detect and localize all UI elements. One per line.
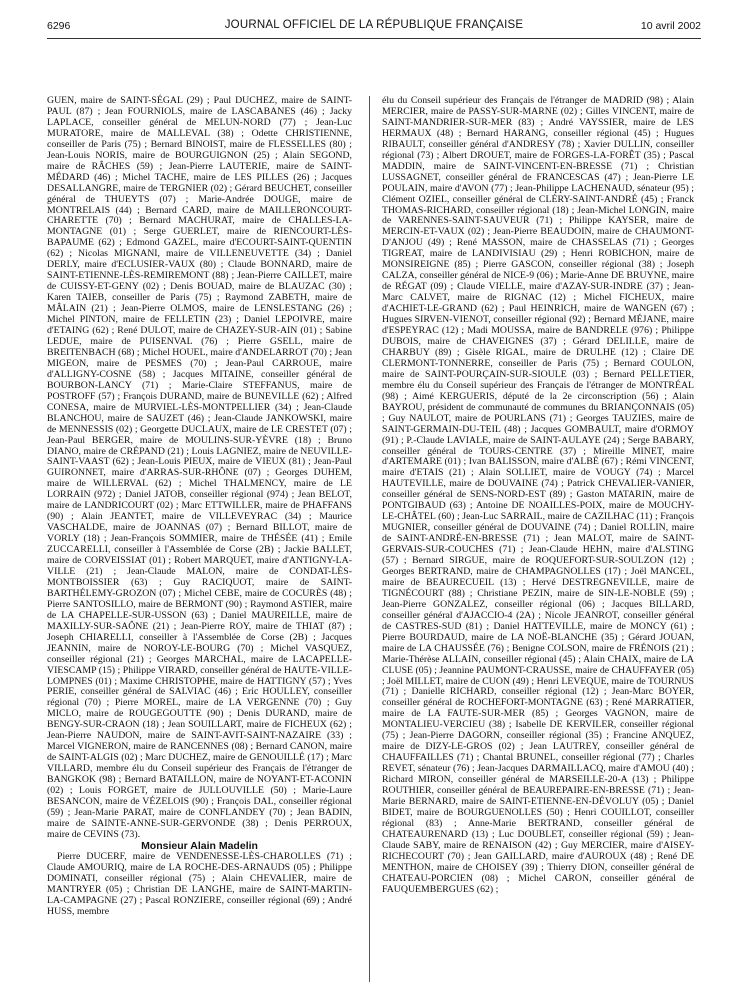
journal-title: JOURNAL OFFICIEL DE LA RÉPUBLIQUE FRANÇAISE bbox=[224, 19, 524, 31]
page-header bbox=[47, 18, 701, 39]
right-paragraph-1: élu du Conseil supérieur des Français de l'étranger de MADRID (98) ; Alain MERCIER, maire de PASSY-SUR-MARNE (02) ; Gilles VINCENT, maire de SAINT-MANDRIER-SUR-MER (83) ; André VAYSSIER, maire de LES HERMAUX (48) ; Bernard HARANG, conseiller régional (45) ; Hugues RIBAULT, conseiller général d'ANDRESY (78) ; Xavier DULLIN, conseiller régional (73) ; Albert DROUET, maire de FORGES-LA-FORÊT (35) ; Pascal MADDIN, maire de SAINT-VINCENT-EN-BRESSE (71) ; Christian LUSSAGNET, conseiller général de FRANCESCAS (47) ; Jean-Pierre LE POULAIN, maire d'AVON (77) ; Jean-Philippe LACHENAUD, sénateur (95) ; Clément OZIEL, conseiller général de CLÉRY-SAINT-ANDRÉ (45) ; Franck THOMAS-RICHARD, conseiller régional (18) ; Jean-Michel LONGIN, maire de VARENNES-SAINT-SAUVEUR (71) ; Philippe KAYSER, maire de MERCIN-ET-VAUX (02) ; Jean-Pierre BEAUDOIN, maire de CHAUMONT-D'ANJOU (49) ; René MASSON, maire de CHASSELAS (71) ; Georges TIGREAT, maire de LANDIVISIAU (29) ; Henri ROBICHON, maire de MONSIREIGNE (85) ; Pierre GASCON, conseiller régional (38) ; Joseph CALZA, conseiller général de NICE-9 (06) ; Marie-Anne DE BRUYNE, maire de RÉGAT (09) ; Claude VIELLE, maire d'AZAY-SUR-INDRE (37) ; Jean-Marc CALVET, maire de RIGNAC (12) ; Michel FICHEUX, maire d'ACHIET-LE-GRAND (62) ; Paul HEINRICH, maire de WANGEN (67) ; Hugues SIRVEN-VIENOT, conseiller régional (92) ; Bernard MÉJANE, maire d'ESPEYRAC (12) ; Madi MOUSSA, maire de BANDRELE (976) ; Philippe DUBOIS, maire de CHAVEIGNES (37) ; Gérard DELILLE, maire de CHARBUY (89) ; Gisèle RIGAL, maire de DRULHE (12) ; Claire DE CLERMONT-TONNERRE, conseiller de Paris (75) ; Bernard COULON, maire de SAINT-POURÇAIN-SUR-SIOULE (03) ; Bernard PELLETIER, membre élu du Conseil supérieur des Français de l'étranger de MONTRÉAL (98) ; Aimé KERGUERIS, député de la 2e circonscription (56) ; Alain BAYROU, président de communauté de communes du BRIANÇONNAIS (05) ; Guy NAULOT, maire de POURLANS (71) ; Georges TAUZIES, maire de SAINT-GERMAIN-DU-TEIL (48) ; Jacques GOMBAULT, maire d'ORMOY (91) ; P.-Claude LAVIALE, maire de SAINT-AULAYE (24) ; Serge BABARY, conseiller général de TOURS-CENTRE (37) ; Mireille MINET, maire d'ARTEMARE (01) ; Ivan BALISSON, maire d'ALBÉ (67) ; Rémi VINCENT, maire d'ETAIS (21) ; Alain SOLLIET, maire de VOUGY (74) ; Marcel HAUTEVILLE, maire de DOUVAINE (74) ; Patrick CHEVALIER-VANIER, conseiller général de SENS-NORD-EST (89) ; Gaston MATARIN, maire de PONTGIBAUD (63) ; Antoine DE NOAILLES-POIX, maire de MOUCHY-LE-CHÂTEL (60) ; Jean-Luc SARRAIL, maire de CAZILHAC (11) ; François MUGNIER, conseiller général de DOUVAINE (74) ; Daniel ROLLIN, maire de SAINT-ANDRÉ-EN-BRESSE (71) ; Jean MALOT, maire de SAINT-GERVAIS-SUR-COUCHES (71) ; Jean-Claude HEHN, maire d'ALSTING (57) ; Bernard SIRGUE, maire de ROQUEFORT-SUR-SOULZON (12) ; Georges BERTRAND, maire de CHAMPAGNOLLES (17) ; Joël MANCEL, maire de BEAURECUEIL (13) ; Hervé DESTREGNEVILLE, maire de TIGNÉCOURT (88) ; Christiane PEZIN, maire de SIN-LE-NOBLE (59) ; Jean-Pierre GONZALEZ, conseiller régional (06) ; Jacques BILLARD, conseiller général d'AJACCIO-4 (2A) ; Nicole JEANROT, conseiller général de CASTRES-SUD (81) ; Daniel HATTEVILLE, maire de MONCY (61) ; Pierre BOURDAUD, maire de LA NOË-BLANCHE (35) ; Gérard JOUAN, maire de LA CHAUSSÉE (76) ; Benigne COLSON, maire de FRÉNOIS (21) ; Marie-Thérèse ALLAIN, conseiller régional (45) ; Alain CHAIX, maire de LA CLUSE (05) ; Jeannine PAUMONT-CRAUSSE, maire de CHAUFFAYER (05) ; Joël MILLET, maire de CUON (49) ; Henri LEVEQUE, maire de TOURNUS (71) ; Danielle RICHARD, conseiller régional (12) ; Jean-Marc BOYER, conseiller général de ROCHEFORT-MONTAGNE (63) ; René MARRATIER, maire de LA FAUTE-SUR-MER (85) ; Georges VAGNON, maire de MONTALIEU-VERCIEU (38) ; Isabelle DE KERVILER, conseiller régional (75) ; Jean-Pierre DAGORN, conseiller régional (35) ; Francine ANQUEZ, maire de DIZY-LE-GROS (02) ; Jean LAUTREY, conseiller général de CHAUFFAILLES (71) ; Chantal BRUNEL, conseiller régional (77) ; Charles REVET, sénateur (76) ; Jean-Jacques DARMAILLACQ, maire d'AMOU (40) ; Richard MIRON, conseiller général de MARSEILLE-20-A (13) ; Philippe ROUTHIER, conseiller général de BEAUREPAIRE-EN-BRESSE (71) ; Jean-Marie BERNARD, maire de SAINT-ETIENNE-EN-DÉVOLUY (05) ; Daniel BIDET, maire de BOURGUENOLLES (50) ; Henri COUILLOT, conseiller régional (83) ; Anne-Marie BERTRAND, conseiller général de CHATEAURENARD (13) ; Luc DOUBLET, conseiller régional (59) ; Jean-Claude SABY, maire de RENAISON (42) ; Guy MERCIER, maire d'AISEY-RICHECOURT (70) ; Jean GAILLARD, maire d'AUROUX (48) ; René DE MENTHON, maire de CHOISEY (39) ; Thierry DION, conseiller général de CHATEAU-PORCIEN (08) ; Michel CARON, conseiller général de FAUQUEMBERGUES (62) ; bbox=[382, 95, 694, 895]
left-column bbox=[47, 96, 352, 917]
page-number: 6296 bbox=[47, 20, 71, 32]
column-divider bbox=[369, 96, 370, 982]
issue-date: 10 avril 2002 bbox=[640, 20, 701, 32]
section-heading: Monsieur Alain Madelin bbox=[141, 839, 258, 852]
left-paragraph-1: GUEN, maire de SAINT-SÉGAL (29) ; Paul DUCHEZ, maire de SAINT-PAUL (87) ; Jean FOURNIOLS, maire de LASCABANES (46) ; Jacky LAPLACE, conseiller général de MELUN-NORD (77) ; Jean-Luc MURATORE, maire de MALLEVAL (38) ; Odette CHRISTIENNE, conseiller de Paris (75) ; Bernard BINOIST, maire de FLESSELLES (80) ; Jean-Louis NORIS, maire de BOURGUIGNON (25) ; Alain SEGOND, maire de RÂCHES (59) ; Jean-Pierre LAUTERIE, maire de SAINT-MÉDARD (46) ; Michel TACHE, maire de LES PILLES (26) ; Jacques DESALLANGRE, maire de TERGNIER (02) ; Gérard BEUCHET, conseiller général de THUEYTS (07) ; Marie-Andrée DOUGE, maire de MONTRELAIS (44) ; Bernard CARD, maire de MAILLERONCOURT-CHARETTE (70) ; Bernard MACHURAT, maire de CHALLES-LA-MONTAGNE (01) ; Serge GUERLET, maire de RIENCOURT-LÈS-BAPAUME (62) ; Edmond GAZEL, maire d'ECOURT-SAINT-QUENTIN (62) ; Nicolas MIGNANI, maire de VILLENEUVETTE (34) ; Daniel DERLY, maire d'ECLUSIER-VAUX (80) ; Claude BONNARD, maire de SAINT-ETIENNE-LÈS-REMIREMONT (88) ; Jean-Pierre CAILLET, maire de CUISSY-ET-GENY (02) ; Denis BOUAD, maire de BLAUZAC (30) ; Karen TAIEB, conseiller de Paris (75) ; Raymond ZABETH, maire de MÂLAIN (21) ; Jean-Pierre OLMOS, maire de LENSLESTANG (26) ; Michel PINTON, maire de FELLETIN (23) ; Daniel LEPOIVRE, maire d'ETAING (62) ; René DULOT, maire de CHAZEY-SUR-AIN (01) ; Sabine LEDUE, maire de PUISENVAL (76) ; Pierre GSELL, maire de BREITENBACH (68) ; Michel HOUEL, maire d'ANDELARROT (70) ; Jean MIGEON, maire de PESMES (70) ; Jean-Paul CARROUE, maire d'ALLIGNY-COSNE (58) ; Jacques MITAINE, conseiller général de BOURBON-LANCY (71) ; Marie-Claire STEFFANUS, maire de POSTROFF (57) ; François DURAND, maire de BUNEVILLE (62) ; Alfred CONESA, maire de MURVIEL-LÈS-MONTPELLIER (34) ; Jean-Claude BLANCHOU, maire de SAUZET (46) ; Jean-Claude JANKOWSKI, maire de MENNESSIS (02) ; Georgette DUCLAUX, maire de LE CRESTET (07) ; Jean-Paul BERGER, maire de MOULINS-SUR-YÈVRE (18) ; Bruno DIANO, maire de CRÉPAND (21) ; Louis LAGNIEZ, maire de NEUVILLE-SAINT-VAAST (62) ; Jean-Louis PIEUX, maire de VIEUX (81) ; Jean-Paul GUIRONNET, maire d'ARRAS-SUR-RHÔNE (07) ; Georges DUHEM, maire de WILLERVAL (62) ; Michel THALMENCY, maire de LE LORRAIN (972) ; Daniel JATOB, conseiller régional (974) ; Jean BELOT, maire de LANDRICOURT (02) ; Marc ETTWILLER, maire de PHAFFANS (90) ; Alain JEANTET, maire de VILLEVEYRAC (34) ; Maurice VASCHALDE, maire de JOANNAS (07) ; Bernard BILLOT, maire de VORLY (18) ; Jean-François SOMMIER, maire de THÉSÉE (41) ; Emile ZUCCARELLI, conseiller à l'Assemblée de Corse (2B) ; Jackie BALLET, maire de CORVEISSIAT (01) ; Robert MARQUET, maire d'ANTIGNY-LA-VILLE (21) ; Jean-Claude MALON, maire de CONDAT-LÈS-MONTBOISSIER (63) ; Guy RACIQUOT, maire de SAINT-BARTHÉLEMY-GROZON (07) ; Michel CEBE, maire de COCURÈS (48) ; Pierre SANTOSILLO, maire de BERMONT (90) ; Raymond ASTIER, maire de LA CHAPELLE-SUR-USSON (63) ; Daniel MAUREILLE, maire de MAXILLY-SUR-SAÔNE (21) ; Jean-Pierre ROY, maire de THIAT (87) ; Joseph CHIARELLI, conseiller à l'Assemblée de Corse (2B) ; Jacques JEANNIN, maire de NOROY-LE-BOURG (70) ; Michel VASQUEZ, conseiller régional (21) ; Georges MARCHAL, maire de LACAPELLE-VIESCAMP (15) ; Philippe VIRARD, conseiller général de HAUTE-VILLE-LOMPNES (01) ; Maxime CHRISTOPHE, maire de HATTIGNY (57) ; Yves PERIE, conseiller général de SALVIAC (46) ; Eric HOULLEY, conseiller régional (70) ; Pierre MOREL, maire de LA VERGENNE (70) ; Guy MICLO, maire de ROUGEGOUTTE (90) ; Denis DURAND, maire de BENGY-SUR-CRAON (18) ; Jean SOUILLART, maire de FICHEUX (62) ; Jean-Pierre NAUDON, maire de SAINT-AVIT-SAINT-NAZAIRE (33) ; Marcel VIGNERON, maire de RANCENNES (08) ; Bernard CANON, maire de SAINT-ALGIS (02) ; Marc DUCHEZ, maire de GENOUILLÉ (17) ; Marc VILLARD, membre élu du Conseil supérieur des Français de l'étranger de BANGKOK (98) ; Bernard BATAILLON, maire de NOYANT-ET-ACONIN (02) ; Louis FORGET, maire de JULLOUVILLE (50) ; Marie-Laure BESANCON, maire de VÉZELOIS (90) ; François DAL, conseiller régional (59) ; Jean-Marie PARAT, maire de CONFLANDEY (70) ; Jean BADIN, maire de SAINTE-ANNE-SUR-GERVONDE (38) ; Denis PERROUX, maire de CEVINS (73). bbox=[47, 95, 352, 840]
left-paragraph-2: Pierre DUCERF, maire de VENDENESSE-LÈS-CHAROLLES (71) ; Claude AMOURIQ, maire de LA ROCHE-DES-ARNAUDS (05) ; Philippe DOMINATI, conseiller régional (75) ; Alain CHEVALIER, maire de MANTRYER (05) ; Christian DE LANGHE, maire de SAINT-MARTIN-LA-CAMPAGNE (27) ; Pascal RONZIERE, conseiller régional (69) ; André HUSS, membre bbox=[47, 850, 352, 917]
right-column bbox=[382, 96, 694, 896]
